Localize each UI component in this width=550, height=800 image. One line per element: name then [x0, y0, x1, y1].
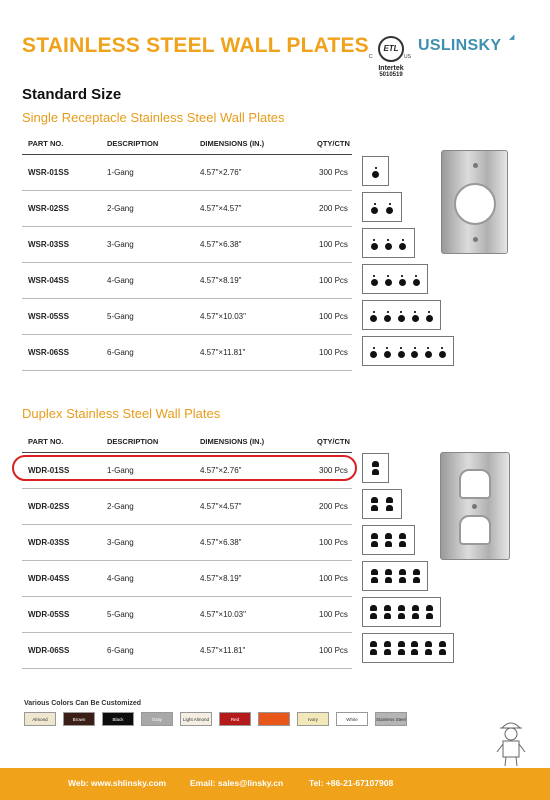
duplex-outlet-icon: [385, 562, 392, 590]
cell-description: 4-Gang: [107, 276, 134, 285]
cell-description: 6-Gang: [107, 348, 134, 357]
table-row: [22, 299, 352, 335]
duplex-outlet-icon: [385, 526, 392, 554]
color-swatch: Black: [102, 712, 134, 726]
duplex-plate-thumbnail: [362, 633, 454, 663]
cell-description: 2-Gang: [107, 204, 134, 213]
screw-icon: [473, 163, 478, 168]
duplex-outlet-icon: [413, 562, 420, 590]
cell-dimensions: 4.57"×4.57": [200, 502, 242, 511]
cell-part-no: WDR-03SS: [28, 538, 70, 547]
cell-description: 3-Gang: [107, 240, 134, 249]
etl-certification-mark: [365, 36, 417, 78]
cell-qty: 100 Pcs: [319, 574, 348, 583]
duplex-outlet-icon: [399, 526, 406, 554]
receptacle-icon: [399, 265, 406, 293]
page-title: STAINLESS STEEL WALL PLATES: [22, 34, 369, 57]
duplex-outlet-icon: [384, 634, 391, 662]
single-plate-thumbnail: [362, 228, 415, 258]
color-swatch: White: [336, 712, 368, 726]
cell-dimensions: 4.57"×2.76": [200, 466, 242, 475]
cell-qty: 100 Pcs: [319, 646, 348, 655]
cell-qty: 100 Pcs: [319, 348, 348, 357]
single-plate-thumbnail: [362, 264, 428, 294]
receptacle-icon: [371, 193, 378, 221]
table-row: [22, 263, 352, 299]
color-swatches: [24, 712, 407, 726]
color-swatch: Ivory: [297, 712, 329, 726]
cell-part-no: WSR-05SS: [28, 312, 69, 321]
cell-description: 5-Gang: [107, 312, 134, 321]
table-header: [22, 131, 352, 155]
receptacle-icon: [425, 337, 432, 365]
cell-qty: 100 Pcs: [319, 312, 348, 321]
color-swatch: Brown: [63, 712, 95, 726]
receptacle-icon: [385, 229, 392, 257]
etl-logo-icon: ETL: [378, 36, 404, 62]
cell-dimensions: 4.57"×8.19": [200, 276, 242, 285]
cell-part-no: WSR-02SS: [28, 204, 69, 213]
receptacle-icon: [386, 193, 393, 221]
cert-right-label: US: [404, 54, 411, 60]
cell-dimensions: 4.57"×11.81": [200, 348, 246, 357]
duplex-plate-thumbnail: [362, 561, 428, 591]
cell-description: 3-Gang: [107, 538, 134, 547]
duplex-outlet-icon: [371, 526, 378, 554]
duplex-outlet-icon: [398, 598, 405, 626]
col-dimensions: DIMENSIONS (IN.): [200, 139, 265, 148]
single-plate-thumbnail: [362, 192, 402, 222]
duplex-plate-thumbnail: [362, 525, 415, 555]
table-row: [22, 191, 352, 227]
footer-web[interactable]: Web: www.shlinsky.com: [68, 778, 167, 788]
cell-dimensions: 4.57"×11.81": [200, 646, 246, 655]
color-swatch: Almond: [24, 712, 56, 726]
receptacle-icon: [398, 301, 405, 329]
table-row: [22, 633, 352, 669]
cell-qty: 100 Pcs: [319, 276, 348, 285]
screw-icon: [473, 237, 478, 242]
table-row: [22, 155, 352, 191]
cell-qty: 100 Pcs: [319, 240, 348, 249]
duplex-plate-thumbnail: [362, 597, 441, 627]
col-dimensions: DIMENSIONS (IN.): [200, 437, 265, 446]
table-row: [22, 335, 352, 371]
standard-size-heading: Standard Size: [22, 86, 122, 103]
col-description: DESCRIPTION: [107, 437, 159, 446]
outlet-opening-icon: [459, 469, 491, 499]
receptacle-icon: [372, 157, 379, 185]
single-plate-thumbnail: [362, 300, 441, 330]
duplex-outlet-icon: [411, 634, 418, 662]
col-part-no: PART NO.: [28, 437, 64, 446]
receptacle-icon: [371, 229, 378, 257]
table-row: [22, 525, 352, 561]
duplex-section-title: Duplex Stainless Steel Wall Plates: [22, 406, 221, 421]
color-swatch: Light Almond: [180, 712, 212, 726]
duplex-outlet-icon: [399, 562, 406, 590]
cell-dimensions: 4.57"×10.03": [200, 610, 246, 619]
table-row: [22, 561, 352, 597]
cell-dimensions: 4.57"×10.03": [200, 312, 246, 321]
cell-dimensions: 4.57"×6.38": [200, 538, 242, 547]
cell-part-no: WDR-02SS: [28, 502, 70, 511]
cell-description: 2-Gang: [107, 502, 134, 511]
cell-qty: 100 Pcs: [319, 610, 348, 619]
duplex-plate-thumbnail: [362, 489, 402, 519]
cell-qty: 200 Pcs: [319, 502, 348, 511]
duplex-outlet-icon: [425, 634, 432, 662]
cell-dimensions: 4.57"×6.38": [200, 240, 242, 249]
cell-qty: 300 Pcs: [319, 466, 348, 475]
receptacle-icon: [426, 301, 433, 329]
cell-description: 1-Gang: [107, 168, 134, 177]
receptacle-icon: [399, 229, 406, 257]
cell-part-no: WDR-05SS: [28, 610, 70, 619]
cell-part-no: WSR-06SS: [28, 348, 69, 357]
duplex-outlet-icon: [426, 598, 433, 626]
color-swatch: Gray: [141, 712, 173, 726]
duplex-outlet-icon: [371, 562, 378, 590]
cell-part-no: WSR-01SS: [28, 168, 69, 177]
table-header: [22, 429, 352, 453]
receptacle-icon: [385, 265, 392, 293]
duplex-outlet-icon: [439, 634, 446, 662]
duplex-plate-thumbnail: [362, 453, 389, 483]
table-row: [22, 489, 352, 525]
cell-part-no: WDR-06SS: [28, 646, 70, 655]
duplex-outlet-icon: [386, 490, 393, 518]
footer-tel: Tel: +86-21-67107908: [309, 778, 394, 788]
duplex-outlet-icon: [398, 634, 405, 662]
brand-mark-icon: ◢: [509, 34, 515, 41]
col-part-no: PART NO.: [28, 139, 64, 148]
brand-logo: USLINSKY: [418, 37, 502, 54]
cell-dimensions: 4.57"×8.19": [200, 574, 242, 583]
color-swatch: [258, 712, 290, 726]
cell-dimensions: 4.57"×2.76": [200, 168, 242, 177]
receptacle-icon: [384, 337, 391, 365]
colors-heading: Various Colors Can Be Customized: [24, 700, 142, 707]
highlight-ring: [12, 455, 357, 481]
color-swatch: Stainless Steel: [375, 712, 407, 726]
receptacle-icon: [439, 337, 446, 365]
receptacle-icon: [413, 265, 420, 293]
cert-number: 5010519: [379, 72, 403, 78]
col-qty: QTY/CTN: [317, 437, 350, 446]
cell-qty: 300 Pcs: [319, 168, 348, 177]
color-swatch: Red: [219, 712, 251, 726]
cell-qty: 200 Pcs: [319, 204, 348, 213]
duplex-outlet-icon: [370, 634, 377, 662]
duplex-outlet-icon: [372, 454, 379, 482]
receptacle-icon: [370, 301, 377, 329]
receptacle-icon: [398, 337, 405, 365]
col-qty: QTY/CTN: [317, 139, 350, 148]
footer-email[interactable]: Email: sales@linsky.cn: [190, 778, 284, 788]
duplex-plate-image: [440, 452, 510, 560]
duplex-outlet-icon: [371, 490, 378, 518]
single-plate-thumbnail: [362, 336, 454, 366]
cert-left-label: C: [369, 54, 373, 60]
duplex-outlet-icon: [384, 598, 391, 626]
cell-description: 5-Gang: [107, 610, 134, 619]
table-row: [22, 597, 352, 633]
receptacle-icon: [384, 301, 391, 329]
receptacle-icon: [412, 301, 419, 329]
cell-description: 4-Gang: [107, 574, 134, 583]
outlet-opening-icon: [459, 515, 491, 545]
duplex-outlet-icon: [412, 598, 419, 626]
duplex-outlet-icon: [370, 598, 377, 626]
receptacle-icon: [370, 337, 377, 365]
cell-part-no: WSR-03SS: [28, 240, 69, 249]
cert-name: Intertek: [378, 65, 404, 72]
receptacle-hole-icon: [454, 183, 496, 225]
footer-bar: [0, 768, 550, 800]
single-plate-thumbnail: [362, 156, 389, 186]
screw-icon: [472, 504, 477, 509]
receptacle-icon: [411, 337, 418, 365]
cell-part-no: WDR-04SS: [28, 574, 70, 583]
cell-description: 6-Gang: [107, 646, 134, 655]
col-description: DESCRIPTION: [107, 139, 159, 148]
worker-mascot-icon: [492, 716, 530, 768]
single-receptacle-table: [22, 131, 352, 371]
cell-description: 1-Gang: [107, 466, 134, 475]
single-receptacle-plate-image: [441, 150, 508, 254]
cell-part-no: WSR-04SS: [28, 276, 69, 285]
cell-dimensions: 4.57"×4.57": [200, 204, 242, 213]
table-row: [22, 227, 352, 263]
single-section-title: Single Receptacle Stainless Steel Wall Plates: [22, 110, 285, 125]
cell-part-no: WDR-01SS: [28, 466, 70, 475]
cell-qty: 100 Pcs: [319, 538, 348, 547]
receptacle-icon: [371, 265, 378, 293]
